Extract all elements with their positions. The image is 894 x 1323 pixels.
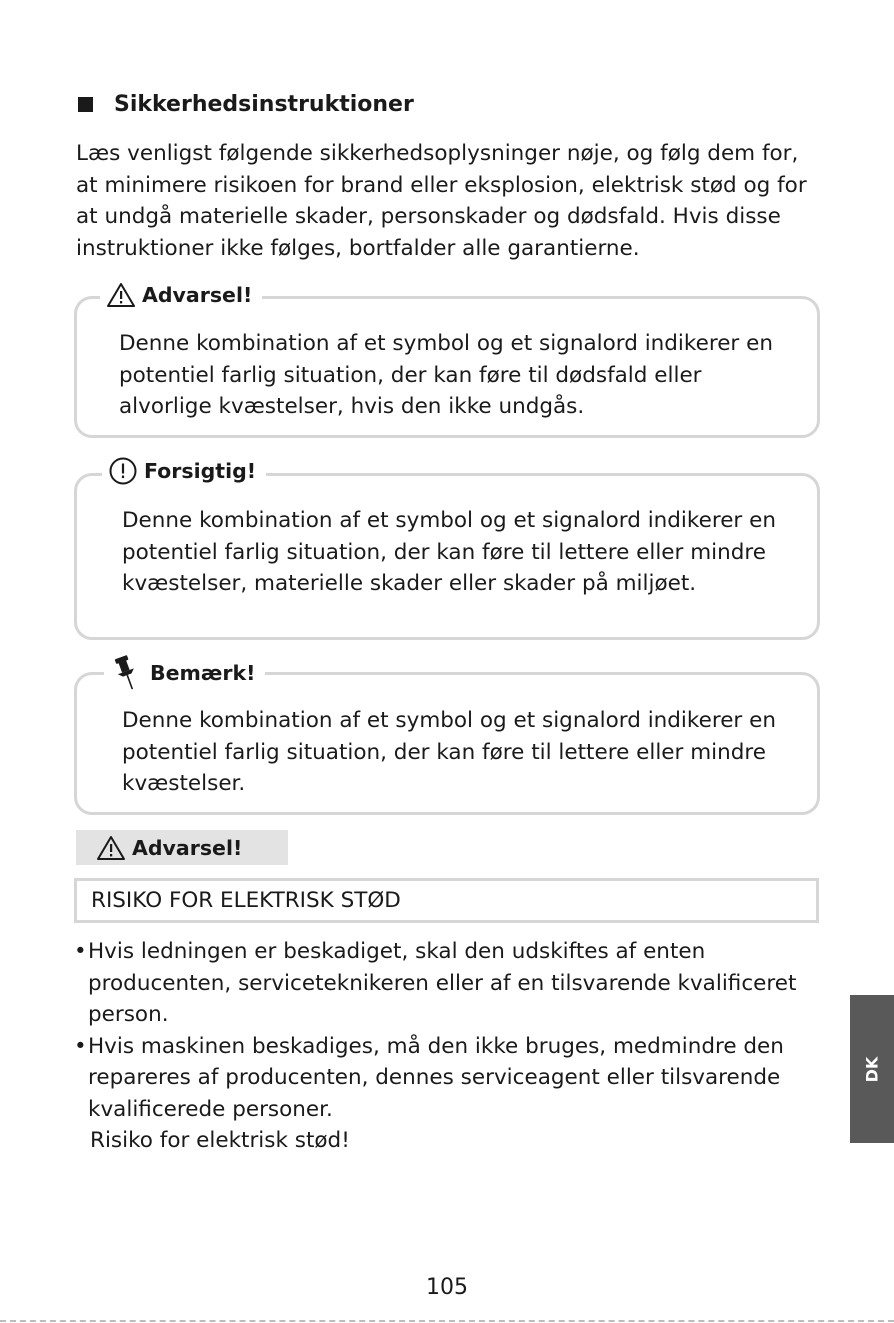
list-item [74,936,819,1031]
bullet-dot-icon: • [74,939,87,964]
note-box-title [104,654,265,692]
risk-heading: RISIKO FOR ELEKTRISK STØD [91,888,401,913]
caution-box-text: Denne kombination af et symbol og et signalord indikerer en potentiel farlig situation, der kan føre til lettere eller mindre kvæstelser, materielle skader eller skader på miljøet. [122,508,776,596]
language-code: DK [862,1056,882,1082]
list-item [74,1031,819,1126]
intro-paragraph: Læs venligst følgende sikkerhedsoplysninger nøje, og følg dem for, at minimere risikoen for brand eller eksplosion, elektrisk stød og for at undgå materielle skader, personskader og dødsfald. Hvis disse instruktioner ikke følges, bortfalder alle garantierne. [76,141,807,261]
list-item-text: Hvis maskinen beskadiges, må den ikke bruges, medmindre den repareres af producenten, dennes serviceagent eller tilsvarende kvalificerede personer. [88,1033,784,1122]
bottom-divider [0,1320,894,1322]
bullet-list [74,936,819,1157]
list-item-text: Hvis ledningen er beskadiget, skal den udskiftes af enten producenten, serviceteknikeren eller af en tilsvarende kvalificeret person. [88,939,797,1027]
pushpin-icon [110,654,144,692]
caution-circle-icon [108,456,138,486]
caution-box-label: Forsigtig! [144,459,257,483]
note-box-text: Denne kombination af et symbol og et signalord indikerer en potentiel farlig situation, der kan føre til lettere eller mindre kvæstelser. [122,708,776,796]
note-box-label: Bemærk! [150,661,256,685]
warning-box-text: Denne kombination af et symbol og et signalord indikerer en potentiel farlig situation, der kan føre til dødsfald eller alvorlige kvæstelser, hvis den ikke undgås. [119,331,773,419]
warning-box-title [100,282,262,308]
warning-tag [76,830,288,865]
caution-box-title [102,456,266,486]
language-side-tab [850,995,894,1143]
warning-triangle-icon [96,835,126,861]
extra-line: Risiko for elektrisk stød! [90,1128,350,1153]
warning-triangle-icon [106,282,136,308]
warning-box-label: Advarsel! [142,283,253,307]
section-title: Sikkerhedsinstruktioner [114,92,414,117]
bullet-dot-icon: • [74,1033,87,1059]
risk-heading-box [74,878,819,923]
section-heading [78,92,414,117]
page-number: 105 [426,1275,468,1300]
bullet-square-icon [78,97,93,112]
warning-tag-label: Advarsel! [132,835,243,860]
